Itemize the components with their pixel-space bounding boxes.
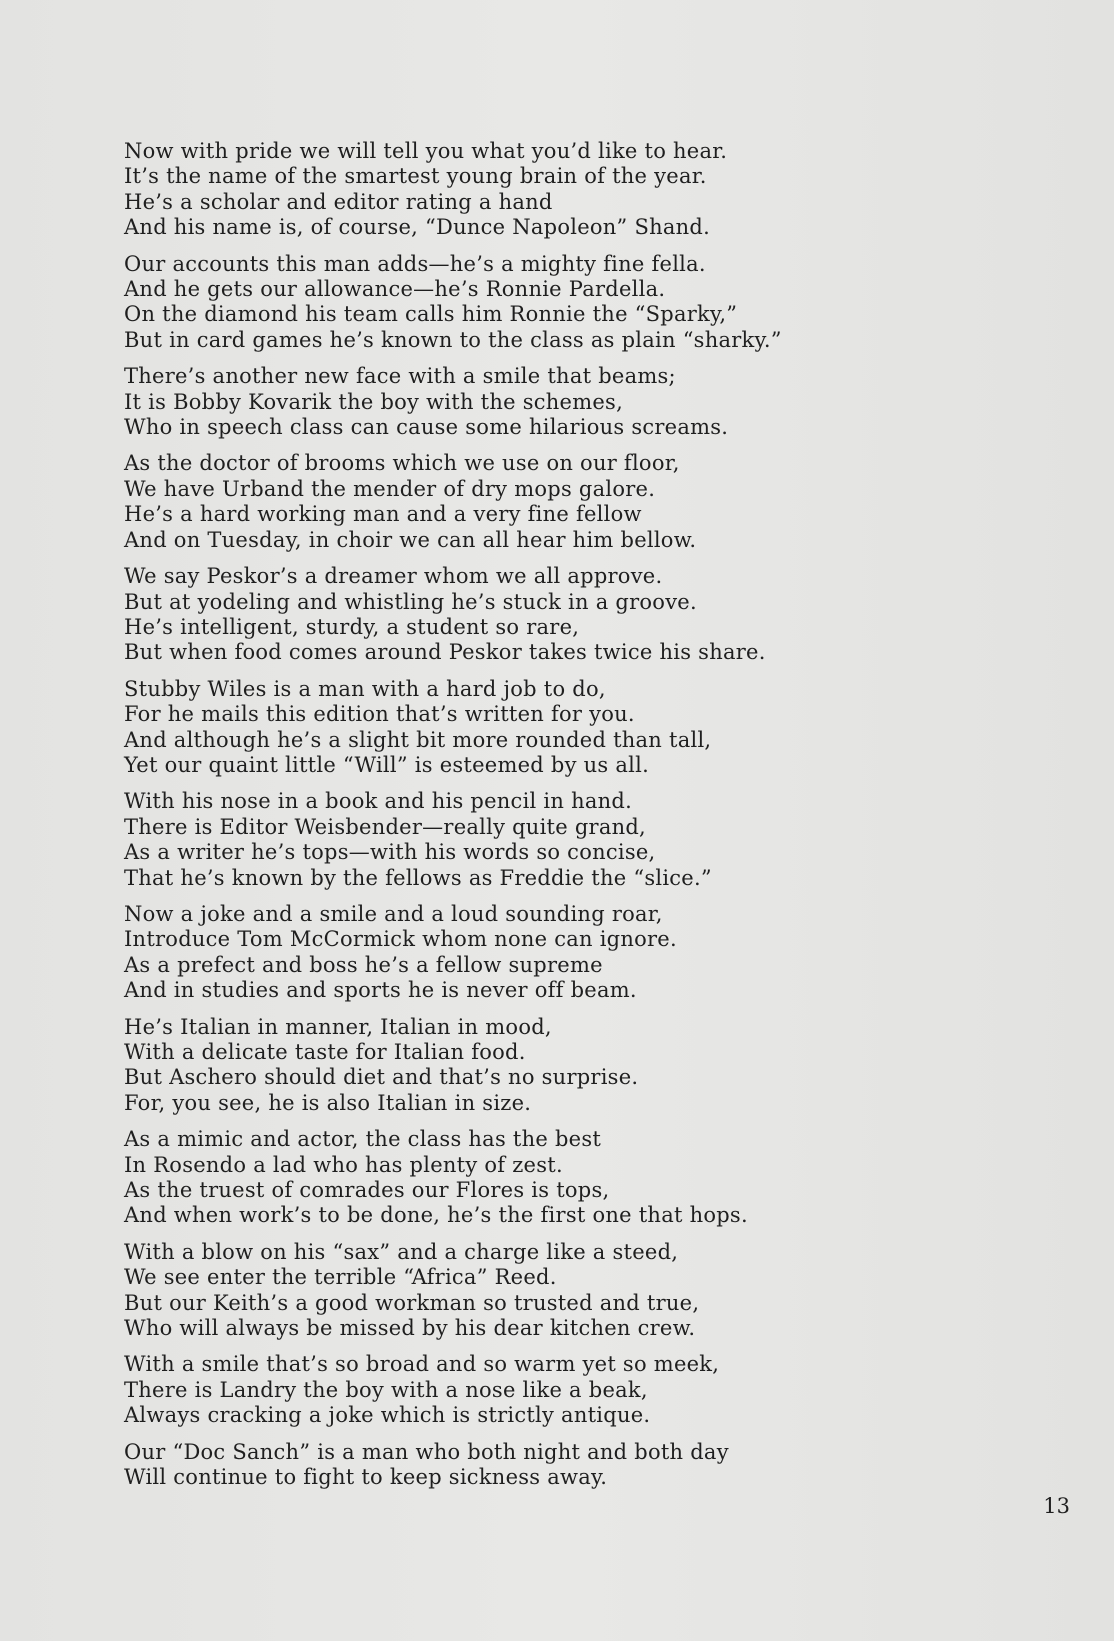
poem-line: He’s intelligent, sturdy, a student so rare, (124, 614, 580, 639)
poem-line: But Aschero should diet and that’s no surprise. (124, 1065, 639, 1090)
poem-line: As the truest of comrades our Flores is tops, (124, 1178, 610, 1203)
poem-line: But at yodeling and whistling he’s stuck in a groove. (124, 589, 697, 614)
stanza (124, 1352, 884, 1428)
poem-line: With a smile that’s so broad and so warm yet so meek, (124, 1352, 720, 1377)
stanza (124, 1015, 884, 1117)
poem-line: Introduce Tom McCormick whom none can ignore. (124, 927, 677, 952)
poem-line: But our Keith’s a good workman so trusted and true, (124, 1290, 700, 1315)
poem-line: There is Landry the boy with a nose like a beak, (124, 1377, 648, 1402)
stanza (124, 364, 884, 440)
poem-line: On the diamond his team calls him Ronnie the “Sparky,” (124, 302, 738, 327)
poem-line: As the doctor of brooms which we use on our floor, (124, 451, 680, 476)
poem-line: He’s a hard working man and a very fine fellow (124, 502, 642, 527)
poem-line: Now a joke and a smile and a loud sounding roar, (124, 901, 663, 926)
poem-line: Our “Doc Sanch” is a man who both night and both day (124, 1439, 729, 1464)
stanza (124, 564, 884, 666)
stanza (124, 451, 884, 553)
page-number: 13 (1043, 1494, 1070, 1518)
poem-line: In Rosendo a lad who has plenty of zest. (124, 1152, 563, 1177)
poem-line: There’s another new face with a smile that beams; (124, 364, 676, 389)
stanza (124, 1240, 884, 1342)
poem-line: And he gets our allowance—he’s Ronnie Pardella. (124, 277, 666, 302)
poem-line: It is Bobby Kovarik the boy with the schemes, (124, 389, 624, 414)
poem-line: There is Editor Weisbender—really quite grand, (124, 814, 646, 839)
poem-line: And when work’s to be done, he’s the first one that hops. (124, 1203, 748, 1228)
poem-line: As a writer he’s tops—with his words so concise, (124, 840, 656, 865)
stanza (124, 139, 884, 241)
poem-line: And in studies and sports he is never off beam. (124, 978, 637, 1003)
poem-line: Always cracking a joke which is strictly antique. (124, 1403, 651, 1428)
poem-line: Stubby Wiles is a man with a hard job to do, (124, 676, 606, 701)
poem (124, 139, 884, 1491)
stanza (124, 1127, 884, 1229)
poem-line: For he mails this edition that’s written for you. (124, 702, 635, 727)
poem-line: It’s the name of the smartest young brain of the year. (124, 164, 707, 189)
poem-line: He’s Italian in manner, Italian in mood, (124, 1014, 552, 1039)
poem-line: That he’s known by the fellows as Freddie the “slice.” (124, 865, 712, 890)
poem-line: And on Tuesday, in choir we can all hear him bellow. (124, 527, 697, 552)
poem-line: For, you see, he is also Italian in size. (124, 1090, 532, 1115)
poem-line: Now with pride we will tell you what you’d like to hear. (124, 139, 728, 163)
poem-line: Who will always be missed by his dear kitchen crew. (124, 1316, 696, 1341)
stanza (124, 1440, 884, 1491)
poem-line: Who in speech class can cause some hilarious screams. (124, 415, 729, 440)
stanza (124, 677, 884, 779)
poem-line: And although he’s a slight bit more rounded than tall, (124, 727, 712, 752)
poem-line: With his nose in a book and his pencil in hand. (124, 789, 633, 814)
poem-line: As a mimic and actor, the class has the best (124, 1127, 602, 1152)
poem-line: With a blow on his “sax” and a charge like a steed, (124, 1239, 679, 1264)
poem-line: Yet our quaint little “Will” is esteemed by us all. (124, 752, 649, 777)
poem-line: We see enter the terrible “Africa” Reed. (124, 1265, 557, 1290)
poem-line: He’s a scholar and editor rating a hand (124, 189, 553, 214)
stanza (124, 789, 884, 891)
poem-line: As a prefect and boss he’s a fellow supreme (124, 952, 603, 977)
stanza (124, 902, 884, 1004)
stanza (124, 252, 884, 354)
poem-line: But when food comes around Peskor takes twice his share. (124, 640, 766, 665)
poem-line: With a delicate taste for Italian food. (124, 1040, 526, 1064)
poem-line: Our accounts this man adds—he’s a mighty fine fella. (124, 251, 706, 276)
poem-line: But in card games he’s known to the class as plain “sharky.” (124, 327, 782, 352)
poem-line: Will continue to fight to keep sickness away. (124, 1465, 608, 1490)
poem-line: We say Peskor’s a dreamer whom we all approve. (124, 564, 663, 589)
poem-line: We have Urband the mender of dry mops galore. (124, 476, 656, 501)
poem-line: And his name is, of course, “Dunce Napoleon” Shand. (124, 215, 711, 240)
